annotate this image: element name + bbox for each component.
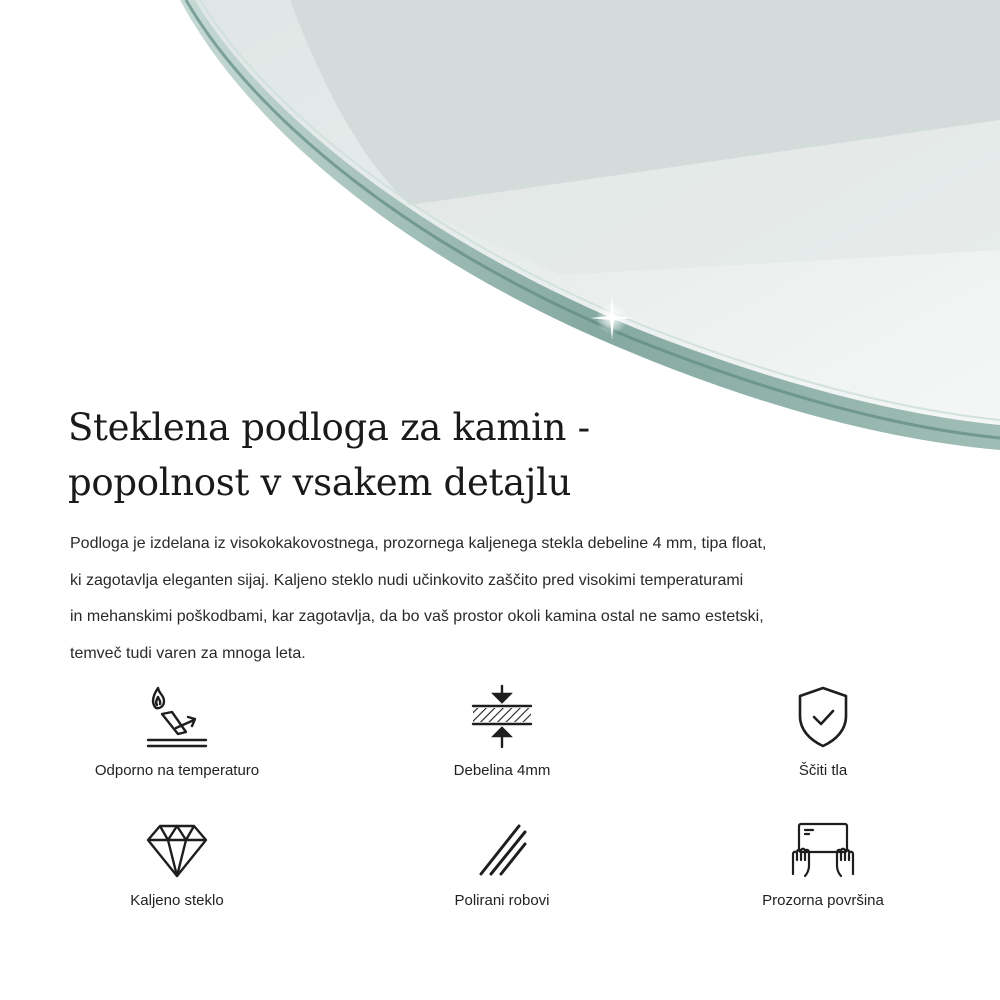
product-description (70, 526, 930, 672)
feature-label: Odporno na temperaturo (94, 762, 260, 779)
description-line: ki zagotavlja eleganten sijaj. Kaljeno steklo nudi učinkovito zaščito pred visokimi temperaturami (70, 571, 744, 589)
polished-edges-icon (467, 820, 537, 880)
fire-resistance-icon (142, 684, 212, 750)
description-line: Podloga je izdelana iz visokokakovostnega, prozornega kaljenega stekla debeline 4 mm, tipa float, (70, 535, 767, 552)
description-line: in mehanskimi poškodbami, kar zagotavlja, da bo vaš prostor okoli kamina ostal ne samo estetski, (70, 608, 764, 625)
description-line: temveč tudi varen za mnoga leta. (70, 644, 306, 662)
feature-thickness (382, 684, 622, 779)
feature-tempered-glass (57, 820, 297, 909)
feature-label: Prozorna površina (762, 892, 884, 909)
feature-polished-edges (382, 820, 622, 909)
feature-label: Debelina 4mm (453, 762, 551, 779)
feature-label: Ščiti tla (798, 762, 848, 779)
title-line-1: Steklena podloga za kamin - (68, 406, 590, 449)
diamond-icon (142, 820, 212, 880)
thickness-icon (467, 684, 537, 750)
feature-temperature (57, 684, 297, 779)
feature-transparent-surface (703, 820, 943, 909)
feature-label: Kaljeno steklo (130, 892, 224, 909)
shield-check-icon (788, 684, 858, 750)
title-line-2: popolnost v vsakem detajlu (68, 461, 572, 504)
transparent-surface-icon (785, 820, 861, 880)
feature-protects-floor (703, 684, 943, 779)
page-title (68, 400, 768, 510)
feature-label: Polirani robovi (454, 892, 550, 909)
